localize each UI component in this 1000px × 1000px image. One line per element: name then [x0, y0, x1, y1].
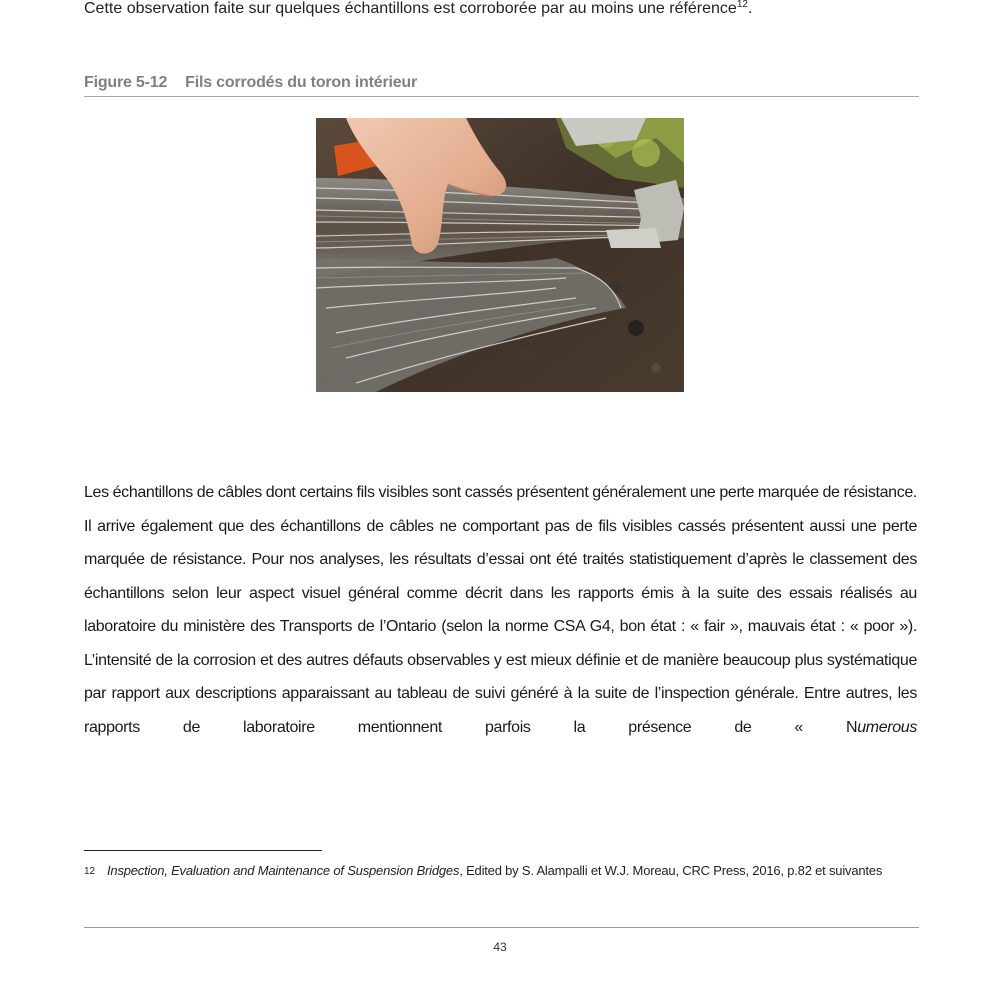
footnote-separator	[84, 850, 322, 851]
figure-number: Figure 5-12	[84, 74, 168, 91]
figure-title: Fils corrodés du toron intérieur	[185, 74, 418, 91]
corroded-wires-image	[316, 118, 684, 392]
footnote-title: Inspection, Evaluation and Maintenance of Suspension Bridges	[107, 863, 460, 878]
body-paragraph-italic: umerous	[857, 718, 917, 736]
top-text: Cette observation faite sur quelques échantillons est corroborée par au moins une référence	[84, 0, 737, 17]
page-footer-rule	[84, 927, 919, 928]
top-text-line	[84, 0, 924, 18]
figure-caption	[84, 74, 919, 97]
figure-photo-corroded-wires	[316, 118, 684, 392]
page-number: 43	[493, 940, 507, 954]
body-paragraph-text: Les échantillons de câbles dont certains fils visibles sont cassés présentent généralement une perte marquée de résistance. Il arrive également que des échantillons de câbles ne comportant pas de fils visibles cassés présentent aussi une perte marquée de résistance. Pour nos analyses, les résultats d’essai ont été traités statistiquement d’après le classement des échantillons selon leur aspect visuel général comme décrit dans les rapports émis à la suite des essais réalisés au laboratoire du ministère des Transports de l’Ontario (selon la norme CSA G4, bon état : « fair », mauvais état : « poor »). L’intensité de la corrosion et des autres défauts observables y est mieux définie et de manière beaucoup plus systématique par rapport aux descriptions apparaissant au tableau de suivi généré à la suite de l’inspection générale. Entre autres, les rapports de laboratoire mentionnent parfois la présence de « N	[84, 484, 917, 736]
footnote	[84, 862, 917, 881]
footnote-reference[interactable]: 12	[736, 0, 748, 10]
footnote-body	[107, 862, 917, 881]
top-text-end: .	[747, 0, 753, 17]
body-paragraph	[84, 476, 917, 744]
footnote-mark: 12	[84, 866, 96, 877]
footnote-rest: , Edited by S. Alampalli et W.J. Moreau, CRC Press, 2016, p.82 et suivantes	[459, 863, 883, 878]
